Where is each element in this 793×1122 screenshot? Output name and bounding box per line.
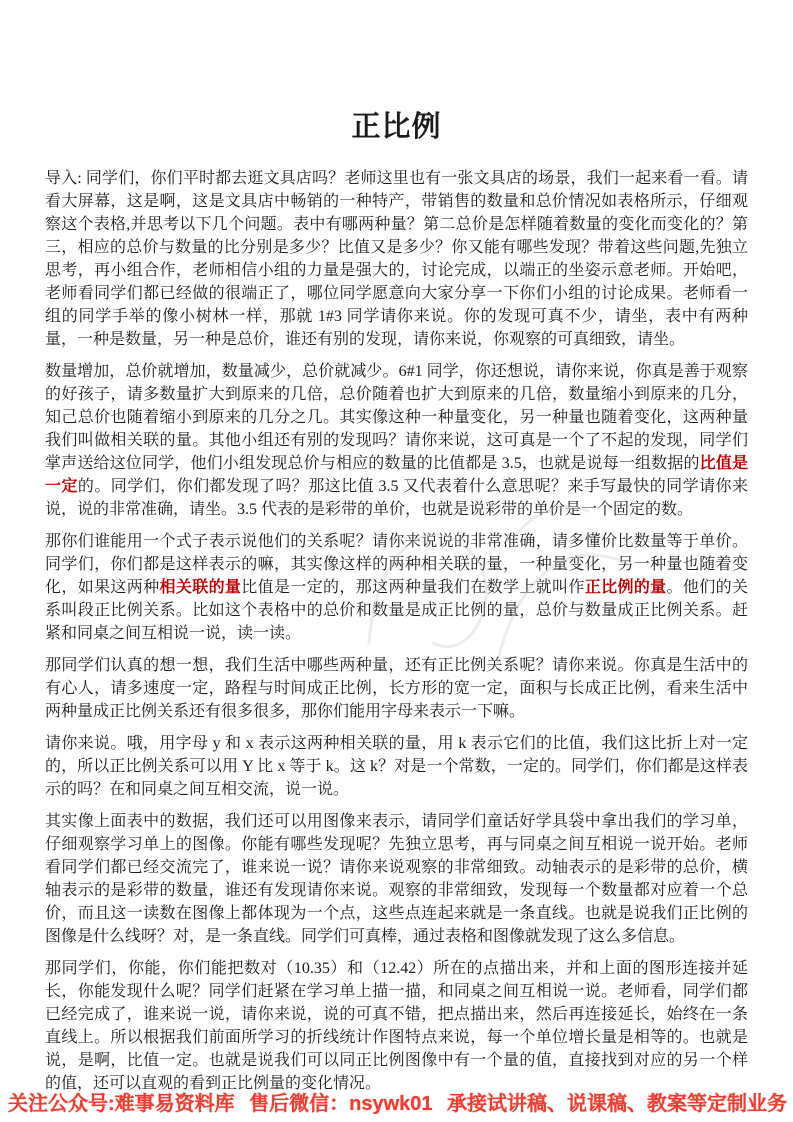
paragraph bbox=[45, 810, 748, 948]
footer-banner-text: 关注公众号:难事易资料库 bbox=[8, 1093, 235, 1115]
footer-banner-text: 承接试讲稿、说课稿、教案等定制业务 bbox=[447, 1093, 787, 1115]
paragraph bbox=[45, 167, 748, 351]
page-title: 正比例 bbox=[351, 111, 442, 143]
footer-banner-text: 售后微信：nsywk01 bbox=[249, 1093, 433, 1115]
body-text: 那同学们，你能，你们能把数对（10.35）和（12.42）所在的点描出来，并和上面的图形连接并延长，你能发现什么呢？同学们赶紧在学习单上描一描，和同桌之间互相说一说。老师看，同学们都已经完成了，谁来说一说，请你来说，说的可真不错，把点描出来，然后再连接延长，始终在一条直线上。所以根据我们前面所学习的折线统计作图特点来说，每一个单位增长量是相等的。也就是说，是啊，比值一定。也就是说我们可以同正比例图像中有一个量的值，直接找到对应的另一个样的值，还可以直观的看到正比例量的变化情况。 bbox=[45, 960, 748, 1092]
paragraph bbox=[45, 530, 748, 645]
body-text: 那同学们认真的想一想，我们生活中哪些两种量，还有正比例关系呢？请你来说。你真是生活中的有心人，请多速度一定，路程与时间成正比例，长方形的宽一定，面积与长成正比例，看来生活中两种量成正比例关系还有很多很多，那你们能用字母来表示一下嘛。 bbox=[45, 657, 748, 720]
body-text: 的。同学们，你们都发现了吗？那这比值 3.5 又代表着什么意思呢？来手写最快的同学请你来说，说的非常准确，请坐。3.5 代表的是彩带的单价，也就是说彩带的单价是一个固定的数。 bbox=[45, 478, 748, 518]
footer-banner bbox=[0, 1091, 793, 1120]
paragraph bbox=[45, 654, 748, 723]
body-text: 请你来说。哦，用字母 y 和 x 表示这两种相关联的量，用 k 表示它们的比值，我们这比折上对一定的，所以正比例关系可以用 Y 比 x 等于 k。这 k？对是一个常数，一定的。同学们，你们都是这样表示的吗？在和同桌之间互相交流，说一说。 bbox=[45, 735, 748, 798]
red-highlight-text: 比值是一定 bbox=[45, 455, 748, 495]
red-highlight-text: 相关联的量 bbox=[159, 579, 242, 596]
body-text: 那你们谁能用一个式子表示说他们的关系呢？请你来说说的非常准确，请多懂价比数量等于单价。同学们，你们都是这样表示的嘛，其实像这样的两种相关联的量，一种量变化，另一种量也随着变化，如果这两种 bbox=[45, 533, 748, 596]
body-text: 导入: 同学们，你们平时都去逛文具店吗？老师这里也有一张文具店的场景，我们一起来看一看。请看大屏幕，这是啊，这是文具店中畅销的一种特产，带销售的数量和总价情况如表格所示，仔细观察这个表格,并思考以下几个问题。表中有哪两种量？第二总价是怎样随着数量的变化而变化的？第三，相应的总价与数量的比分别是多少？比值又是多少？你又能有哪些发现？带着这些问题,先独立思考，再小组合作，老师相信小组的力量是强大的，讨论完成，以端正的坐姿示意老师。开始吧，老师看同学们都已经做的很端正了，哪位同学愿意向大家分享一下你们小组的讨论成果。老师看一组的同学手举的像小树林一样，那就 1#3 同学请你来说。你的发现可真不少，请坐，表中有两种量，一种是数量，另一种是总价，谁还有别的发现，请你来说，你观察的可真细致，请坐。 bbox=[45, 170, 748, 348]
paragraph bbox=[45, 957, 748, 1095]
document-body bbox=[45, 167, 748, 1095]
paragraph bbox=[45, 360, 748, 521]
paragraph bbox=[45, 732, 748, 801]
body-text: 其实像上面表中的数据，我们还可以用图像来表示，请同学们童话好学具袋中拿出我们的学习单，仔细观察学习单上的图像。你能有哪些发现呢？先独立思考，再与同桌之间互相说一说开始。老师看同学们都已经交流完了，谁来说一说？请你来说观察的非常细致。动轴表示的是彩带的总价，横轴表示的是彩带的数量，谁还有发现请你来说。观察的非常细致，发现每一个数量都对应着一个总价，而且这一读数在图像上都体现为一个点，这些点连起来就是一条直线。也就是说我们正比例的图像是什么线呀？对，是一条直线。同学们可真棒，通过表格和图像就发现了这么多信息。 bbox=[45, 813, 748, 945]
body-text: 比值是一定的，那这两种量我们在数学上就叫作 bbox=[241, 579, 585, 596]
red-highlight-text: 正比例的量 bbox=[584, 579, 667, 596]
body-text: 数量增加，总价就增加，数量减少，总价就减少。6#1 同学，你还想说，请你来说，你真是善于观察的好孩子，请多数量扩大到原来的几倍，总价随着也扩大到原来的几倍，数量缩小到原来的几分，知己总价也随着缩小到原来的几分之几。其实像这种一种量变化，另一种量也随着变化，这两种量我们叫做相关联的量。其他小组还有别的发现吗？请你来说，这可真是一个了不起的发现，同学们掌声送给这位同学，他们小组发现总价与相应的数量的比值都是 3.5，也就是说每一组数据的 bbox=[45, 363, 748, 472]
body-text: 。他们的关系叫段正比例关系。比如这个表格中的总价和数量是成正比例的量，总价与数量成正比例关系。赶紧和同桌之间互相说一说，读一读。 bbox=[45, 579, 748, 642]
